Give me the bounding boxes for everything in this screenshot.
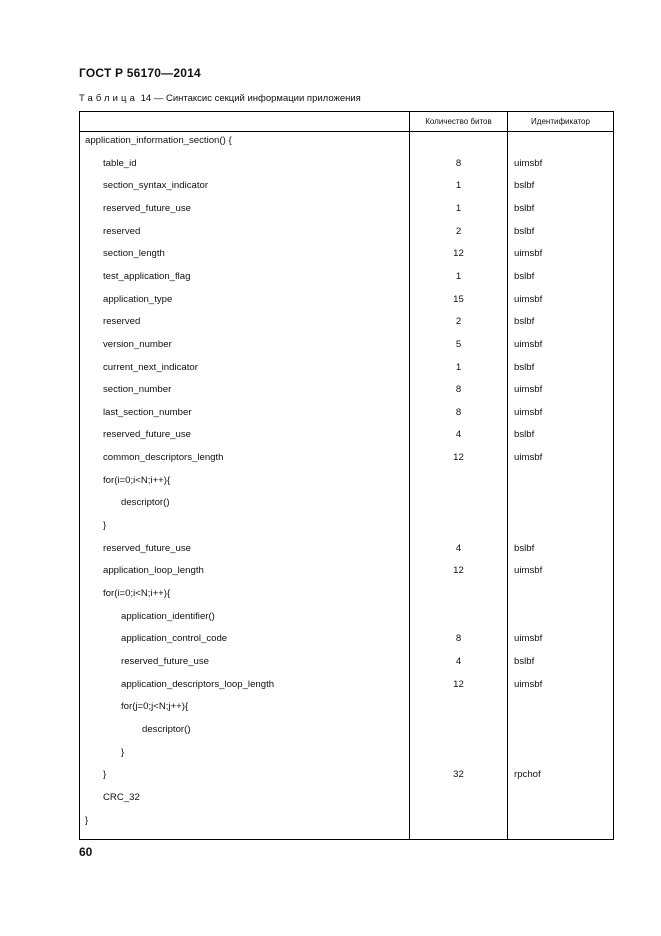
mnemonic-cell: bslbf [514,180,535,192]
syntax-cell: descriptor() [121,497,170,509]
syntax-cell: current_next_indicator [103,361,198,373]
mnemonic-cell: uimsbf [514,452,543,464]
header-syntax [80,112,409,131]
syntax-cell: application_type [103,293,173,305]
table-row [80,656,613,678]
table-row [80,769,613,791]
table-row [80,679,613,701]
mnemonic-cell: uimsbf [514,293,543,305]
bits-cell: 4 [455,429,462,441]
table-row [80,339,613,361]
syntax-table [79,111,614,840]
syntax-cell: } [85,814,89,826]
bits-cell: 12 [453,565,464,577]
table-row [80,135,613,157]
table-row [80,565,613,587]
mnemonic-cell: bslbf [514,361,535,373]
syntax-cell: descriptor() [142,723,191,735]
syntax-cell: } [103,520,107,532]
syntax-cell: reserved [103,316,141,328]
bits-cell: 12 [453,452,464,464]
bits-cell: 1 [455,180,462,192]
syntax-cell: application_information_section() { [85,135,232,146]
syntax-cell: } [121,746,125,758]
table-row [80,633,613,655]
mnemonic-cell: uimsbf [514,678,543,690]
syntax-cell: CRC_32 [103,791,140,803]
mnemonic-cell: bslbf [514,655,535,667]
syntax-cell: reserved_future_use [103,542,191,554]
table-row [80,520,613,542]
syntax-cell: application_identifier() [121,610,215,622]
syntax-cell: last_section_number [103,406,192,418]
mnemonic-cell: uimsbf [514,633,543,645]
table-row [80,271,613,293]
table-row [80,226,613,248]
table-row [80,701,613,723]
syntax-cell: reserved_future_use [103,202,191,214]
syntax-cell: section_syntax_indicator [103,180,209,192]
table-row [80,203,613,225]
mnemonic-cell: uimsbf [514,565,543,577]
table-row [80,316,613,338]
bits-cell: 12 [453,678,464,690]
header-mnemonic: Идентификатор [531,117,590,126]
mnemonic-cell: bslbf [514,270,535,282]
bits-cell: 2 [455,225,462,237]
table-row [80,180,613,202]
table-caption-title: — Синтаксис секций информации приложения [153,93,361,104]
table-row [80,158,613,180]
syntax-cell: reserved [103,225,141,237]
bits-cell: 8 [455,406,462,418]
bits-cell: 4 [455,655,462,667]
syntax-cell: reserved_future_use [103,429,191,441]
bits-cell: 1 [455,361,462,373]
syntax-cell: application_loop_length [103,565,204,577]
syntax-cell: table_id [103,157,137,169]
table-row [80,452,613,474]
syntax-cell: test_application_flag [103,270,191,282]
table-row [80,429,613,451]
mnemonic-cell: uimsbf [514,248,543,260]
header-bits: Количество битов [425,117,492,126]
bits-cell: 1 [455,270,462,282]
bits-cell: 4 [455,542,462,554]
mnemonic-cell: bslbf [514,225,535,237]
table-row [80,362,613,384]
bits-cell: 2 [455,316,462,328]
table-row [80,543,613,565]
mnemonic-cell: uimsbf [514,157,543,169]
table-row [80,384,613,406]
syntax-cell: application_control_code [121,633,228,645]
bits-cell: 5 [455,338,462,350]
mnemonic-cell: rpchof [514,769,541,781]
table-row [80,248,613,270]
bits-cell: 8 [455,384,462,396]
table-row [80,724,613,746]
page-number: 60 [79,845,93,859]
bits-cell: 32 [453,769,464,781]
table-caption-number: 14 [140,93,152,104]
syntax-cell: section_number [103,384,172,396]
syntax-cell: for(i=0;i<N;i++){ [103,588,171,599]
mnemonic-cell: bslbf [514,542,535,554]
mnemonic-cell: uimsbf [514,338,543,350]
table-row [80,407,613,429]
syntax-cell: reserved_future_use [121,655,209,667]
table-caption-label: Таблица [79,93,138,104]
table-caption [79,93,361,104]
mnemonic-cell: bslbf [514,202,535,214]
bits-cell: 1 [455,202,462,214]
bits-cell: 8 [455,157,462,169]
table-row [80,588,613,610]
syntax-cell: } [103,769,107,781]
syntax-cell: section_length [103,248,165,260]
bits-cell: 8 [455,633,462,645]
syntax-cell: version_number [103,338,172,350]
syntax-cell: for(j=0;j<N;j++){ [121,701,189,713]
mnemonic-cell: bslbf [514,429,535,441]
mnemonic-cell: uimsbf [514,384,543,396]
mnemonic-cell: uimsbf [514,406,543,418]
table-row [80,294,613,316]
table-row [80,815,613,837]
table-row [80,497,613,519]
table-row [80,792,613,814]
bits-cell: 12 [453,248,464,260]
table-row [80,475,613,497]
mnemonic-cell: bslbf [514,316,535,328]
document-id: ГОСТ Р 56170—2014 [79,66,201,80]
table-row [80,747,613,769]
bits-cell: 15 [453,293,464,305]
table-row [80,611,613,633]
header-divider [80,131,613,132]
syntax-cell: common_descriptors_length [103,452,224,464]
syntax-cell: for(i=0;i<N;i++){ [103,474,171,486]
syntax-cell: application_descriptors_loop_length [121,678,275,690]
